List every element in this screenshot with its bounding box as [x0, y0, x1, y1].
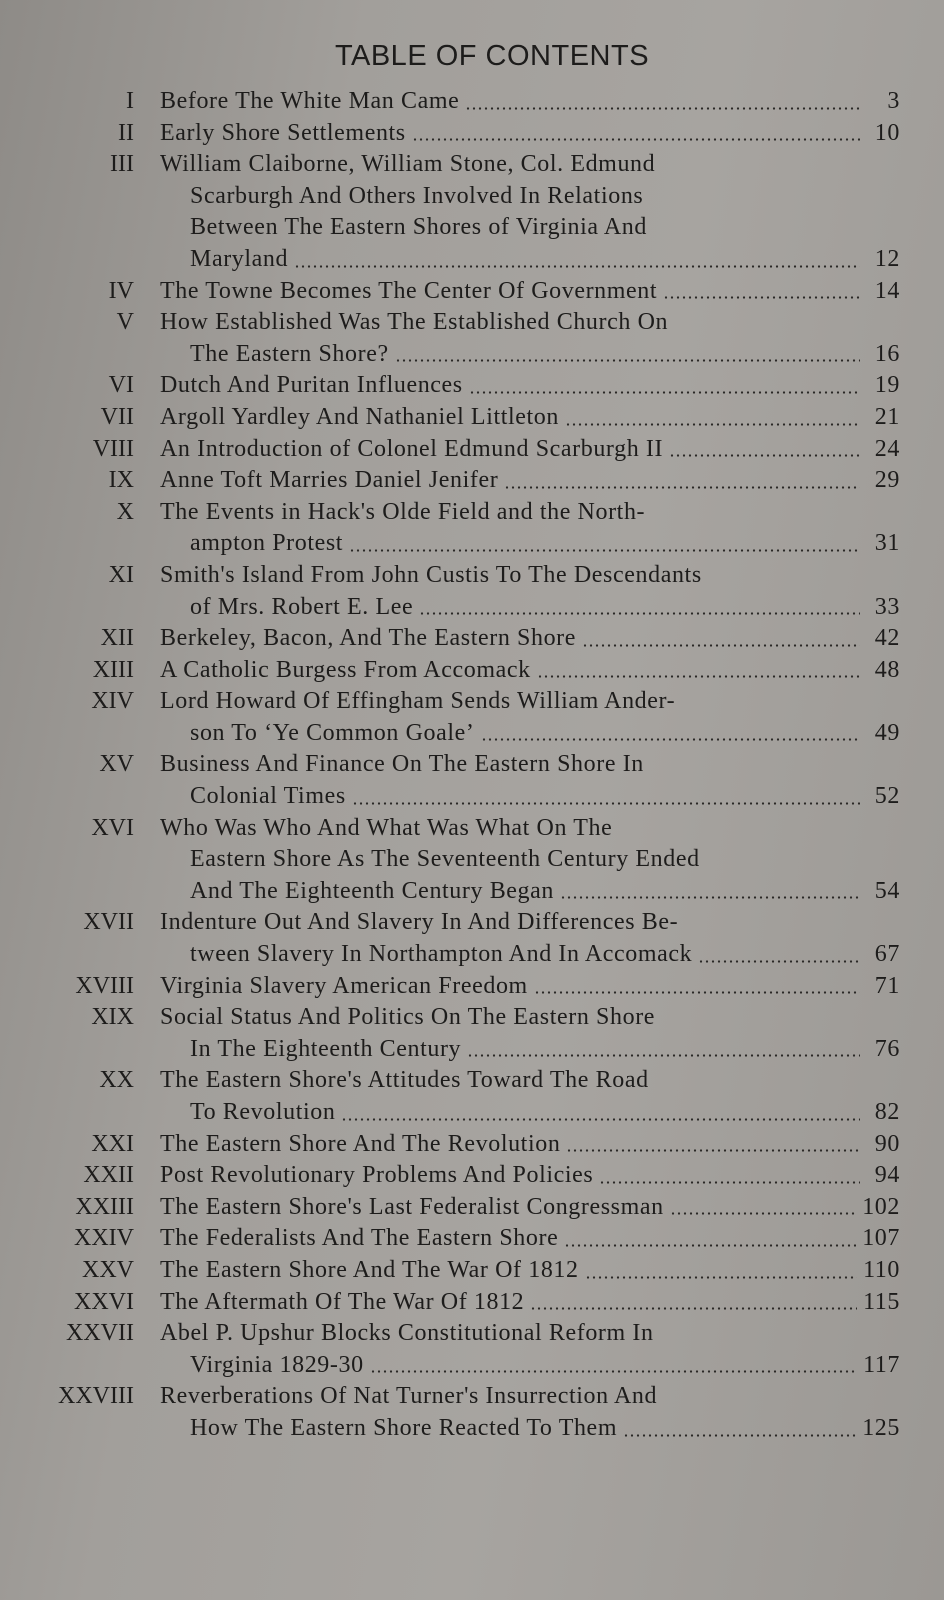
chapter-title [160, 623, 900, 655]
dot-leader [341, 1118, 860, 1121]
chapter-number: XIV [91, 688, 134, 715]
dot-leader [419, 612, 860, 615]
dot-leader [412, 138, 860, 141]
page-number: 71 [874, 972, 900, 999]
chapter-title [160, 370, 900, 402]
dot-leader [698, 960, 860, 963]
chapter-number: III [110, 151, 134, 178]
chapter-title-line: A Catholic Burgess From Accomack [160, 656, 531, 683]
chapter-title [160, 402, 900, 434]
toc-entry [20, 813, 900, 908]
chapter-title-row [160, 1065, 900, 1097]
chapter-title [160, 434, 900, 466]
chapter-title-row [160, 370, 900, 402]
chapter-title-row [160, 939, 900, 971]
chapter-title [160, 1065, 900, 1128]
toc-entry [20, 623, 900, 655]
chapter-title [160, 1223, 900, 1255]
chapter-title-line: Maryland [190, 245, 289, 272]
toc-entry [20, 971, 900, 1003]
page-number: 12 [874, 245, 900, 272]
dot-leader [670, 1212, 856, 1215]
chapter-number: V [116, 309, 134, 336]
toc-entry [20, 560, 900, 623]
chapter-title-row [160, 118, 900, 150]
page-number: 82 [874, 1099, 900, 1125]
chapter-number: XVII [83, 909, 134, 936]
page-number: 54 [874, 877, 900, 904]
dot-leader [370, 1370, 857, 1373]
chapter-title [160, 118, 900, 150]
chapter-title-line: son To ‘Ye Common Goale’ [190, 719, 475, 746]
chapter-title-line: The Eastern Shore And The Revolution [160, 1130, 561, 1157]
chapter-title [160, 907, 900, 970]
chapter-title-row [160, 181, 900, 213]
chapter-title-row [160, 402, 900, 434]
page-number: 76 [874, 1035, 900, 1062]
toc-entry [20, 1160, 900, 1192]
chapter-title-row [160, 244, 900, 276]
chapter-title-row [160, 465, 900, 497]
chapter-title [160, 1318, 900, 1381]
page-number: 33 [874, 593, 900, 620]
dot-leader [537, 675, 860, 678]
chapter-title-row [160, 1223, 900, 1255]
chapter-title-line: ampton Protest [190, 530, 344, 557]
dot-leader [534, 991, 860, 994]
chapter-title-line: Scarburgh And Others Involved In Relations [190, 182, 644, 209]
toc-entry [20, 370, 900, 402]
toc-entry [20, 749, 900, 812]
chapter-title-line: Eastern Shore As The Seventeenth Century Ended [190, 846, 700, 873]
chapter-title-line: Anne Toft Marries Daniel Jenifer [160, 467, 499, 494]
chapter-title-line: The Eastern Shore And The War Of 1812 [160, 1256, 579, 1283]
chapter-title [160, 655, 900, 687]
chapter-title-row [160, 718, 900, 750]
chapter-number: I [126, 88, 134, 114]
chapter-title-line: The Towne Becomes The Center Of Government [160, 277, 658, 304]
chapter-title-line: Berkeley, Bacon, And The Eastern Shore [160, 625, 577, 652]
chapter-number: XXI [91, 1130, 134, 1157]
chapter-number: XII [100, 625, 134, 652]
chapter-title [160, 465, 900, 497]
chapter-title-line: How The Eastern Shore Reacted To Them [190, 1414, 618, 1441]
chapter-title-row [160, 497, 900, 529]
chapter-title-line: And The Eighteenth Century Began [190, 877, 555, 904]
page-number: 21 [874, 403, 900, 430]
table-of-contents [20, 86, 900, 1445]
chapter-number: XXIV [74, 1225, 134, 1252]
page-number: 24 [874, 435, 900, 462]
chapter-title-line: The Eastern Shore? [190, 340, 389, 367]
chapter-title-row [160, 686, 900, 718]
dot-leader [467, 1054, 860, 1057]
chapter-title-row [160, 212, 900, 244]
chapter-title-line: Reverberations Of Nat Turner's Insurrection And [160, 1383, 658, 1410]
chapter-title-row [160, 339, 900, 371]
page-number: 49 [874, 719, 900, 746]
chapter-number: XV [99, 751, 134, 778]
chapter-title-line: Post Revolutionary Problems And Policies [160, 1162, 594, 1189]
dot-leader [481, 738, 860, 741]
toc-entry [20, 465, 900, 497]
chapter-number: XXV [82, 1256, 134, 1283]
chapter-title-line: tween Slavery In Northampton And In Accomack [190, 941, 693, 968]
chapter-title-line: The Events in Hack's Olde Field and the North- [160, 498, 646, 525]
chapter-title-line: The Aftermath Of The War Of 1812 [160, 1288, 525, 1315]
chapter-title-row [160, 1160, 900, 1192]
chapter-title-row [160, 528, 900, 560]
chapter-title-line: The Eastern Shore's Last Federalist Congressman [160, 1193, 664, 1220]
page-number: 67 [874, 941, 900, 968]
chapter-title-row [160, 434, 900, 466]
chapter-title-line: Argoll Yardley And Nathaniel Littleton [160, 403, 559, 430]
chapter-title-line: An Introduction of Colonel Edmund Scarburgh II [160, 435, 664, 462]
toc-entry [20, 907, 900, 970]
dot-leader [566, 1149, 860, 1152]
chapter-number: XVI [91, 814, 134, 841]
page-number: 102 [862, 1193, 900, 1220]
page-number: 42 [874, 625, 900, 652]
page-number: 19 [874, 372, 900, 399]
dot-leader [504, 486, 860, 489]
chapter-title-line: Virginia Slavery American Freedom [160, 972, 528, 999]
page-number: 3 [887, 88, 900, 114]
toc-entry [20, 1129, 900, 1161]
chapter-title [160, 686, 900, 749]
page-number: 14 [874, 277, 900, 304]
page-number: 90 [874, 1130, 900, 1157]
chapter-number: XXVIII [58, 1383, 134, 1410]
dot-leader [469, 391, 860, 394]
dot-leader [585, 1276, 857, 1279]
dot-leader [582, 644, 860, 647]
chapter-title-line: Social Status And Politics On The Eastern Shore [160, 1004, 656, 1031]
chapter-number: XX [99, 1067, 134, 1094]
chapter-title [160, 1002, 900, 1065]
chapter-title-row [160, 971, 900, 1003]
chapter-title-row [160, 1034, 900, 1066]
chapter-title [160, 497, 900, 560]
chapter-number: XIII [92, 656, 134, 683]
chapter-title-row [160, 876, 900, 908]
toc-entry [20, 307, 900, 370]
chapter-title [160, 1160, 900, 1192]
chapter-title-row [160, 1129, 900, 1161]
chapter-title-row [160, 1318, 900, 1350]
dot-leader [565, 423, 860, 426]
dot-leader [349, 549, 860, 552]
toc-entry [20, 1255, 900, 1287]
chapter-title [160, 1255, 900, 1287]
chapter-title-row [160, 781, 900, 813]
chapter-title-line: Smith's Island From John Custis To The Descendants [160, 561, 702, 588]
toc-entry [20, 1223, 900, 1255]
chapter-title-line: In The Eighteenth Century [190, 1035, 462, 1062]
toc-entry [20, 1287, 900, 1319]
toc-entry [20, 686, 900, 749]
toc-entry [20, 118, 900, 150]
chapter-title-row [160, 592, 900, 624]
dot-leader [560, 896, 860, 899]
chapter-title-row [160, 1097, 900, 1129]
chapter-title-line: Virginia 1829-30 [190, 1351, 364, 1378]
dot-leader [465, 107, 860, 110]
chapter-title [160, 971, 900, 1003]
toc-entry [20, 434, 900, 466]
toc-entry [20, 497, 900, 560]
dot-leader [352, 802, 860, 805]
chapter-title-row [160, 907, 900, 939]
chapter-title [160, 1192, 900, 1224]
chapter-title [160, 149, 900, 275]
dot-leader [623, 1434, 856, 1437]
toc-entry [20, 1381, 900, 1444]
chapter-title-row [160, 307, 900, 339]
dot-leader [663, 296, 860, 299]
dot-leader [530, 1307, 857, 1310]
chapter-number: XXIII [75, 1193, 134, 1220]
chapter-title-row [160, 655, 900, 687]
chapter-number: XXVI [74, 1288, 134, 1315]
chapter-title-row [160, 1381, 900, 1413]
chapter-title-row [160, 1192, 900, 1224]
chapter-title-line: The Federalists And The Eastern Shore [160, 1225, 559, 1252]
toc-entry [20, 1002, 900, 1065]
chapter-title-row [160, 813, 900, 845]
chapter-title [160, 1287, 900, 1319]
chapter-title [160, 1129, 900, 1161]
chapter-title-line: Colonial Times [190, 783, 346, 810]
chapter-title-row [160, 86, 900, 118]
chapter-title-row [160, 1350, 900, 1382]
toc-entry [20, 1318, 900, 1381]
chapter-number: XXII [83, 1162, 134, 1189]
dot-leader [599, 1181, 860, 1184]
page-number: 107 [862, 1225, 900, 1252]
dot-leader [294, 265, 860, 268]
chapter-title [160, 560, 900, 623]
chapter-title-line: Early Shore Settlements [160, 119, 406, 146]
chapter-number: XXVII [66, 1320, 134, 1347]
chapter-title-line: How Established Was The Established Church On [160, 309, 669, 336]
toc-entry [20, 1065, 900, 1128]
chapter-title [160, 276, 900, 308]
page-number: 16 [874, 340, 900, 367]
page-number: 94 [874, 1162, 900, 1189]
chapter-number: IV [108, 277, 134, 304]
chapter-number: XIX [91, 1004, 134, 1031]
chapter-title [160, 749, 900, 812]
dot-leader [395, 359, 860, 362]
chapter-title-row [160, 149, 900, 181]
chapter-number: VI [108, 372, 134, 399]
page-number: 29 [874, 467, 900, 494]
chapter-number: XI [108, 561, 134, 588]
page-number: 10 [874, 119, 900, 146]
dot-leader [669, 454, 860, 457]
chapter-title [160, 1381, 900, 1444]
chapter-title-row [160, 560, 900, 592]
chapter-title-row [160, 1002, 900, 1034]
toc-entry [20, 1192, 900, 1224]
chapter-number: VIII [92, 435, 134, 462]
chapter-title-row [160, 1413, 900, 1445]
chapter-number: VII [100, 403, 134, 430]
chapter-title-line: Who Was Who And What Was What On The [160, 814, 613, 841]
chapter-title-row [160, 1287, 900, 1319]
chapter-title-line: To Revolution [190, 1099, 336, 1125]
page-number: 31 [874, 530, 900, 557]
chapter-title [160, 813, 900, 908]
chapter-title-row [160, 623, 900, 655]
toc-entry [20, 276, 900, 308]
chapter-title-line: Abel P. Upshur Blocks Constitutional Reform In [160, 1320, 654, 1347]
chapter-title [160, 307, 900, 370]
chapter-title-line: William Claiborne, William Stone, Col. Edmund [160, 151, 656, 178]
toc-entry [20, 149, 900, 275]
dot-leader [564, 1244, 856, 1247]
chapter-title-row [160, 749, 900, 781]
page-number: 117 [863, 1351, 900, 1378]
chapter-title-line: Business And Finance On The Eastern Shore In [160, 751, 644, 778]
chapter-title-line: of Mrs. Robert E. Lee [190, 593, 414, 620]
toc-entry [20, 86, 900, 118]
chapter-number: XVIII [75, 972, 134, 999]
chapter-number: IX [108, 467, 134, 494]
chapter-title-row [160, 276, 900, 308]
chapter-title-row [160, 844, 900, 876]
chapter-title-line: Before The White Man Came [160, 88, 460, 114]
chapter-number: II [118, 119, 134, 146]
page-number: 125 [862, 1414, 900, 1441]
chapter-title [160, 86, 900, 118]
chapter-title-line: Indenture Out And Slavery In And Differences Be- [160, 909, 679, 936]
chapter-number: X [116, 498, 134, 525]
toc-entry [20, 402, 900, 434]
page-number: 52 [874, 783, 900, 810]
chapter-title-line: Between The Eastern Shores of Virginia And [190, 214, 648, 241]
toc-entry [20, 655, 900, 687]
chapter-title-line: Dutch And Puritan Influences [160, 372, 463, 399]
page-number: 110 [863, 1256, 900, 1283]
chapter-title-line: Lord Howard Of Effingham Sends William Ander- [160, 688, 676, 715]
page-number: 115 [863, 1288, 900, 1315]
page-number: 48 [874, 656, 900, 683]
chapter-title-line: The Eastern Shore's Attitudes Toward The Road [160, 1067, 649, 1094]
chapter-title-row [160, 1255, 900, 1287]
page-title: TABLE OF CONTENTS [334, 40, 650, 72]
